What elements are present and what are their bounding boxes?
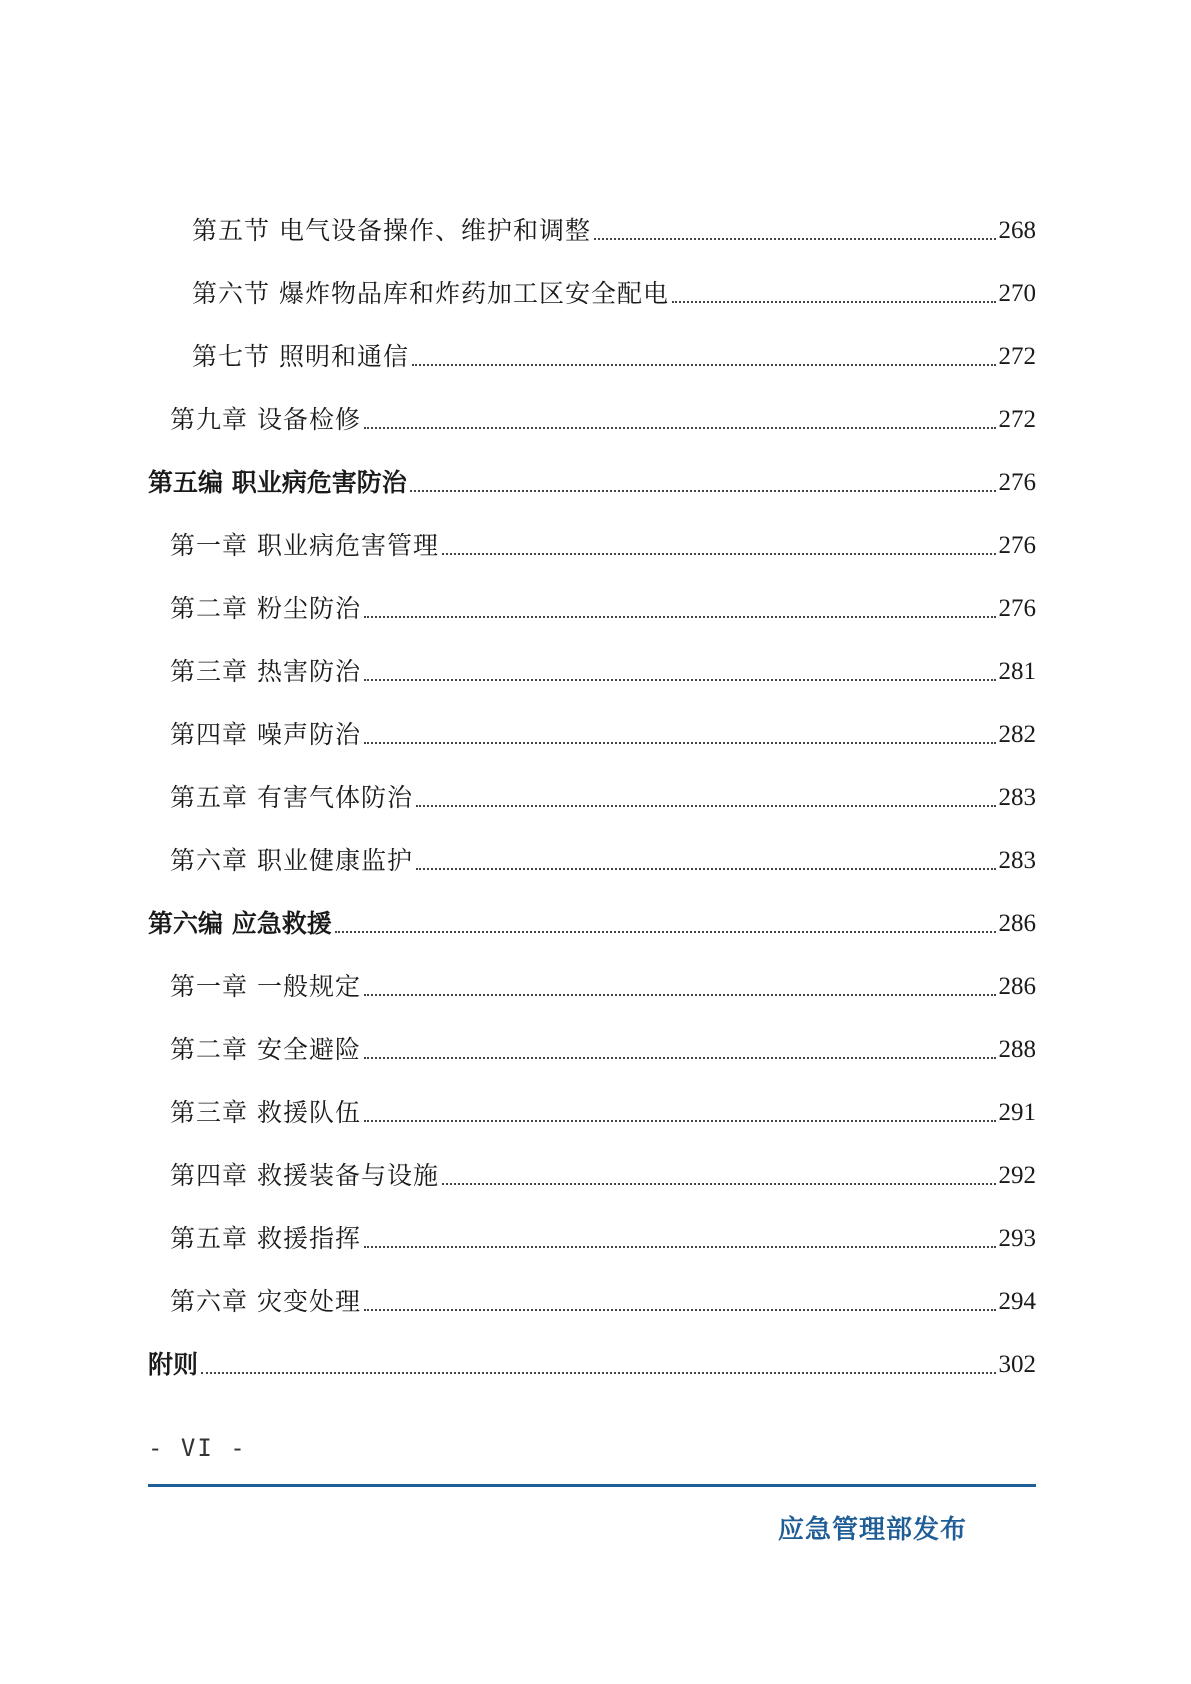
toc-entry[interactable] bbox=[170, 775, 1036, 815]
dot-leader bbox=[442, 1183, 996, 1185]
dot-leader bbox=[416, 805, 996, 807]
toc-entry-page: 293 bbox=[998, 1225, 1036, 1252]
toc-entry-title: 第六章 灾变处理 bbox=[170, 1287, 361, 1316]
dot-leader bbox=[364, 679, 996, 681]
toc-entry-title: 第四章 救援装备与设施 bbox=[170, 1161, 439, 1190]
toc-entry[interactable] bbox=[170, 1279, 1036, 1319]
toc-entry-page: 286 bbox=[998, 973, 1036, 1000]
footer-divider bbox=[148, 1484, 1036, 1487]
toc-entry[interactable] bbox=[148, 460, 1036, 500]
toc-entry-page: 268 bbox=[998, 217, 1036, 244]
dot-leader bbox=[364, 994, 996, 996]
toc-entry[interactable] bbox=[170, 397, 1036, 437]
toc-entry-page: 283 bbox=[998, 847, 1036, 874]
toc-entry[interactable] bbox=[170, 1090, 1036, 1130]
dot-leader bbox=[442, 553, 996, 555]
toc-entry-title: 第二章 粉尘防治 bbox=[170, 594, 361, 623]
toc-entry[interactable] bbox=[170, 523, 1036, 563]
toc-entry[interactable] bbox=[170, 964, 1036, 1004]
toc-entry[interactable] bbox=[170, 838, 1036, 878]
publisher-label: 应急管理部发布 bbox=[777, 1515, 967, 1545]
dot-leader bbox=[364, 1057, 996, 1059]
toc-entry-title: 第三章 救援队伍 bbox=[170, 1098, 361, 1127]
dot-leader bbox=[335, 931, 996, 933]
dot-leader bbox=[201, 1372, 995, 1374]
toc-entry-page: 270 bbox=[998, 280, 1036, 307]
toc-entry-page: 276 bbox=[998, 469, 1036, 496]
toc-entry-page: 272 bbox=[998, 406, 1036, 433]
toc-entry-page: 288 bbox=[998, 1036, 1036, 1063]
toc-entry-title: 第四章 噪声防治 bbox=[170, 720, 361, 749]
toc-entry-page: 276 bbox=[998, 532, 1036, 559]
toc-entry-title: 第二章 安全避险 bbox=[170, 1035, 361, 1064]
toc-entry-page: 294 bbox=[998, 1288, 1036, 1315]
toc-entry-page: 286 bbox=[998, 910, 1036, 937]
dot-leader bbox=[594, 238, 996, 240]
toc-entry-title: 第五章 有害气体防治 bbox=[170, 783, 413, 812]
toc-entry[interactable] bbox=[170, 1216, 1036, 1256]
toc-entry-page: 302 bbox=[998, 1351, 1036, 1378]
dot-leader bbox=[672, 301, 996, 303]
dot-leader bbox=[410, 490, 996, 492]
toc-entry-title: 附则 bbox=[148, 1350, 199, 1379]
dot-leader bbox=[364, 1309, 996, 1311]
toc-entry-page: 283 bbox=[998, 784, 1036, 811]
dot-leader bbox=[412, 364, 996, 366]
dot-leader bbox=[364, 1246, 996, 1248]
dot-leader bbox=[364, 427, 996, 429]
toc-entry-title: 第五节 电气设备操作、维护和调整 bbox=[192, 216, 591, 245]
toc-entry[interactable] bbox=[170, 712, 1036, 752]
page-number: - VI - bbox=[148, 1434, 247, 1462]
toc-entry[interactable] bbox=[192, 334, 1036, 374]
toc-entry[interactable] bbox=[170, 649, 1036, 689]
toc-entry-page: 292 bbox=[998, 1162, 1036, 1189]
toc-entry-title: 第一章 一般规定 bbox=[170, 972, 361, 1001]
dot-leader bbox=[416, 868, 996, 870]
toc-entry-title: 第五编 职业病危害防治 bbox=[148, 468, 407, 497]
toc-entry-page: 282 bbox=[998, 721, 1036, 748]
toc-entry-title: 第三章 热害防治 bbox=[170, 657, 361, 686]
dot-leader bbox=[364, 616, 996, 618]
toc-entry-page: 291 bbox=[998, 1099, 1036, 1126]
toc-entry-title: 第六节 爆炸物品库和炸药加工区安全配电 bbox=[192, 279, 669, 308]
toc-entry[interactable] bbox=[170, 1153, 1036, 1193]
toc-entry-page: 276 bbox=[998, 595, 1036, 622]
toc-entry[interactable] bbox=[192, 271, 1036, 311]
toc-entry-title: 第一章 职业病危害管理 bbox=[170, 531, 439, 560]
toc-entry-title: 第六章 职业健康监护 bbox=[170, 846, 413, 875]
dot-leader bbox=[364, 742, 996, 744]
toc-entry-title: 第五章 救援指挥 bbox=[170, 1224, 361, 1253]
toc-entry-page: 272 bbox=[998, 343, 1036, 370]
toc-entry[interactable] bbox=[148, 901, 1036, 941]
toc-entry-title: 第七节 照明和通信 bbox=[192, 342, 409, 371]
toc-entry[interactable] bbox=[170, 586, 1036, 626]
toc-entry[interactable] bbox=[170, 1027, 1036, 1067]
toc-entry-title: 第九章 设备检修 bbox=[170, 405, 361, 434]
toc-entry[interactable] bbox=[192, 208, 1036, 248]
toc-entry-page: 281 bbox=[998, 658, 1036, 685]
toc-entry[interactable] bbox=[148, 1342, 1036, 1382]
dot-leader bbox=[364, 1120, 996, 1122]
toc-entry-title: 第六编 应急救援 bbox=[148, 909, 332, 938]
